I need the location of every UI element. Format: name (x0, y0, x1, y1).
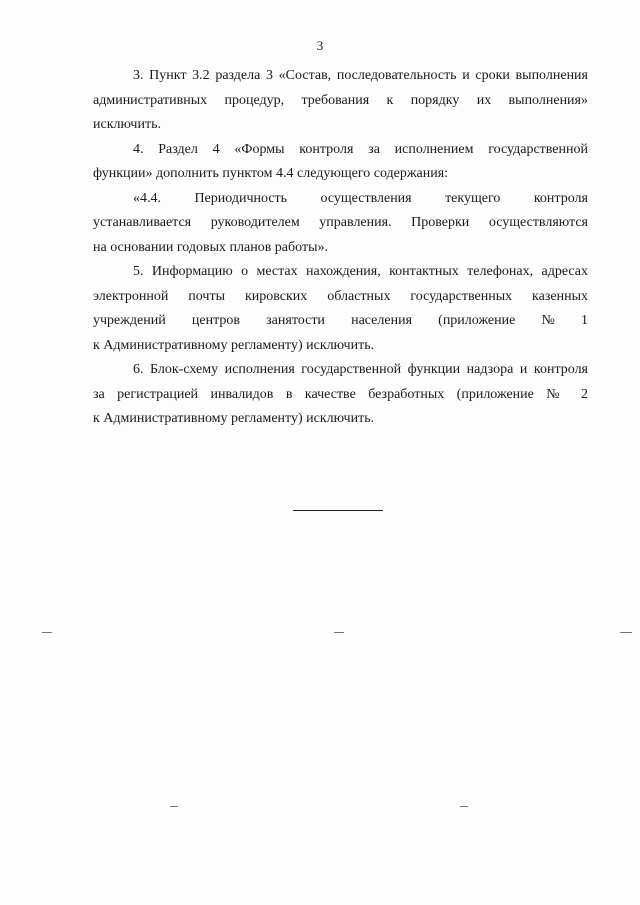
scan-speck (170, 806, 178, 807)
text-line: 4. Раздел 4 «Формы контроля за исполнением государственной (133, 141, 588, 157)
word: осуществления (320, 190, 412, 206)
paragraph-item-3 (93, 64, 588, 138)
scan-speck (460, 806, 468, 807)
paragraph-quote-4-4 (93, 187, 588, 261)
word: Периодичность (194, 190, 288, 206)
text-line (93, 309, 588, 334)
end-separator-line (293, 510, 383, 511)
paragraph-item-6 (93, 358, 588, 432)
scan-speck (620, 632, 632, 633)
text-line: 5. Информацию о местах нахождения, контактных телефонах, адресах (133, 264, 588, 279)
text-line: к Административному регламенту) исключить. (93, 337, 375, 353)
word: контроля (533, 190, 588, 206)
word: занятости (266, 313, 325, 328)
text-line: исключить. (93, 117, 161, 132)
word: центров (191, 313, 240, 328)
text-line: за регистрацией инвалидов в качестве безработных (приложение № 2 (93, 386, 588, 402)
word: 1 (580, 313, 588, 328)
text-line: устанавливается руководителем управления. Проверки осуществляются (93, 215, 588, 230)
word: текущего (445, 190, 501, 206)
text-line: функции» дополнить пунктом 4.4 следующего содержания: (93, 166, 449, 181)
word: населения (351, 313, 413, 328)
text-line: 6. Блок-схему исполнения государственной функции надзора и контроля (133, 362, 588, 377)
text-line: административных процедур, требования к порядку их выполнения» (93, 92, 588, 108)
word: № (541, 313, 555, 328)
page-number: 3 (316, 38, 324, 53)
paragraph-item-5 (93, 260, 588, 358)
text-line: к Административному регламенту) исключить. (93, 411, 375, 426)
text-line: 3. Пункт 3.2 раздела 3 «Состав, последовательность и сроки выполнения (133, 68, 588, 83)
text-line (93, 187, 588, 212)
word: (приложение (438, 313, 516, 328)
word: учреждений (93, 313, 166, 328)
paragraph-item-4 (93, 138, 588, 187)
text-line: электронной почты кировских областных государственных казенных (93, 288, 588, 304)
document-body (93, 64, 588, 432)
scan-speck (42, 632, 52, 633)
scan-speck (334, 632, 344, 633)
word: «4.4. (133, 190, 161, 206)
text-line: на основании годовых планов работы». (93, 239, 328, 255)
